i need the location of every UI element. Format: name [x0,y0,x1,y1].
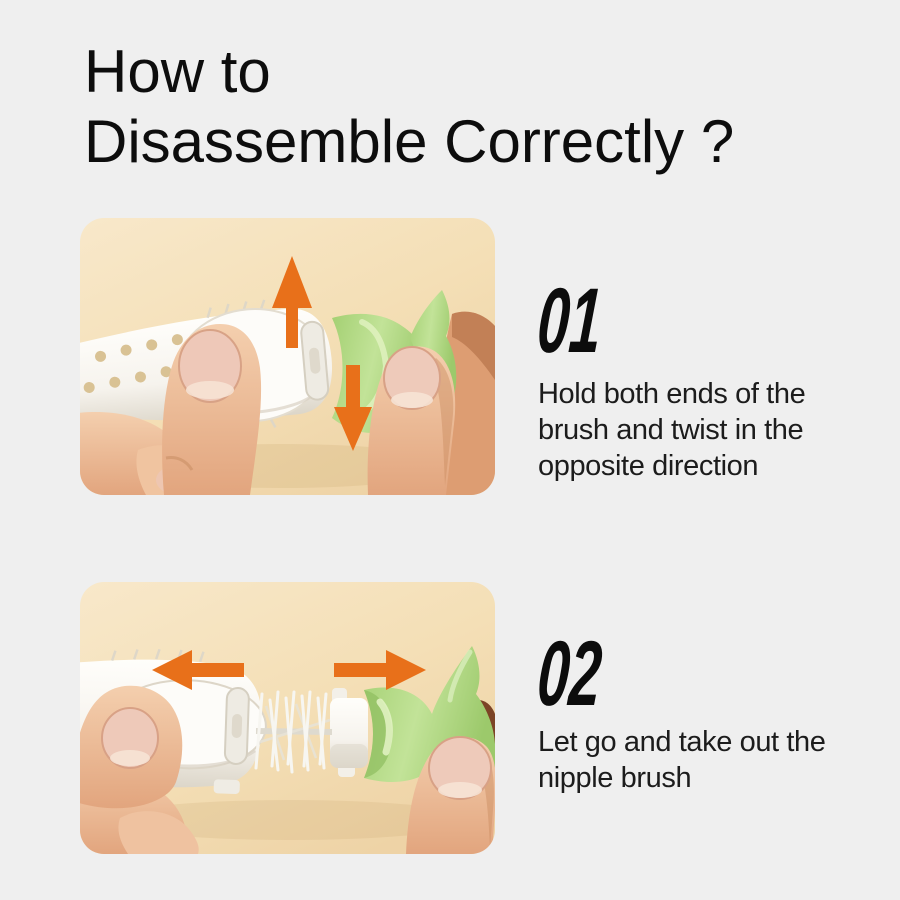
step-1-illustration [80,218,495,495]
title-line-2: Disassemble Correctly ? [84,108,735,175]
step-1-description [538,376,805,484]
description-line: opposite direction [538,450,759,482]
step-2-number [534,623,638,725]
description-line: nipple brush [538,762,692,794]
description-line: Let go and take out the [538,726,826,758]
page-title [84,37,734,177]
step-2-number-text: 02 [534,623,605,725]
step-2-description [538,724,825,796]
step-2-photo [80,582,495,854]
description-line: brush and twist in the [538,414,804,446]
step-1-number [534,270,638,372]
step-1-photo [80,218,495,495]
step-2-illustration [80,582,495,854]
brush-plug [330,688,368,777]
step-1-number-text: 01 [534,270,605,372]
title-line-1: How to [84,38,271,105]
description-line: Hold both ends of the [538,378,806,410]
